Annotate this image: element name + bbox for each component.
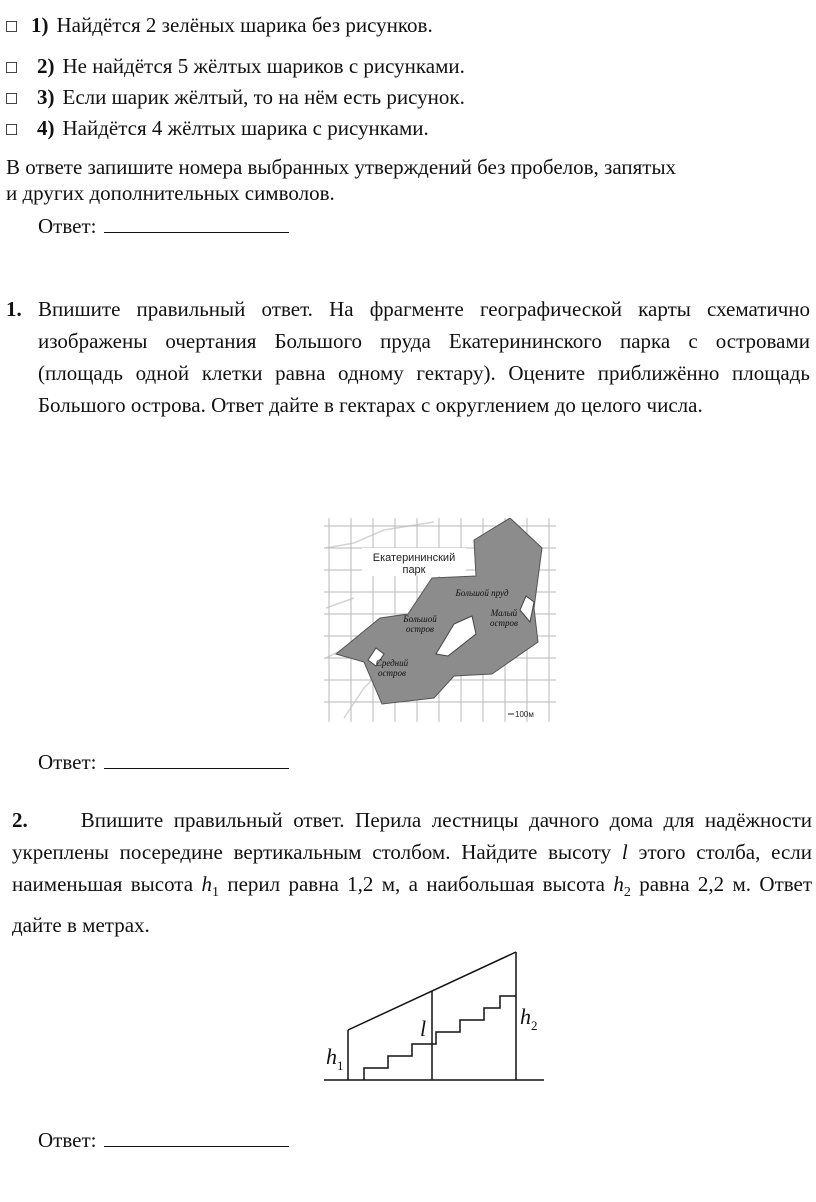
big-island-label-1: Большой bbox=[403, 614, 437, 624]
stairs bbox=[364, 996, 516, 1080]
task-text-2: этого столба, если наименьшая высота bbox=[12, 840, 813, 896]
option-2[interactable] bbox=[6, 54, 465, 78]
answer-row-2 bbox=[38, 1128, 289, 1152]
label-h2: $h_2$ bbox=[520, 1004, 538, 1033]
task-text-4: равна 2,2 м. Ответ дайте в метрах. bbox=[12, 872, 813, 938]
answer-label: Ответ: bbox=[38, 214, 97, 238]
var-l: l bbox=[621, 840, 628, 864]
answer-row-1 bbox=[38, 750, 289, 774]
map-title-line-2: парк bbox=[402, 564, 426, 576]
scale-label: 100м bbox=[515, 710, 534, 719]
option-number: 4) bbox=[37, 116, 55, 140]
checkbox[interactable] bbox=[6, 124, 17, 135]
task-text: Впишите правильный ответ. На фрагменте географической карты схематично изображены очертания Большого пруда Екатерининского парка с островами (площадь одной клетки равна одному гектару). Оцените приближённо площадь Большого острова. Ответ дайте в гектарах с округлением до целого числа. bbox=[38, 297, 810, 417]
task-text-3: перил равна 1,2 м, а наибольшая высота bbox=[227, 872, 605, 896]
label-l: l bbox=[420, 1016, 427, 1041]
answer-label: Ответ: bbox=[38, 750, 97, 774]
middle-island-label-2: остров bbox=[378, 668, 406, 678]
instruction-line-2: и других дополнительных символов. bbox=[6, 181, 335, 205]
checkbox[interactable] bbox=[6, 21, 17, 32]
option-text: Найдётся 2 зелёных шарика без рисунков. bbox=[56, 13, 433, 37]
park-map bbox=[324, 518, 556, 722]
answer-input[interactable] bbox=[104, 214, 289, 233]
answer-row-0 bbox=[38, 214, 289, 238]
answer-input[interactable] bbox=[104, 1128, 289, 1147]
small-island-label-1: Малый bbox=[490, 608, 518, 618]
option-text: Если шарик жёлтый, то на нём есть рисунок. bbox=[62, 85, 465, 109]
option-number: 1) bbox=[31, 13, 49, 37]
checkbox[interactable] bbox=[6, 62, 17, 73]
middle-island-label-1: Средний bbox=[375, 658, 409, 668]
big-island-label-2: остров bbox=[406, 624, 434, 634]
task-1 bbox=[6, 293, 810, 421]
option-3[interactable] bbox=[6, 85, 465, 109]
label-h1: $h_1$ bbox=[326, 1044, 344, 1073]
instruction-line-1: В ответе запишите номера выбранных утверждений без пробелов, запятых bbox=[6, 155, 677, 179]
option-text: Не найдётся 5 жёлтых шариков с рисунками. bbox=[62, 54, 465, 78]
option-text: Найдётся 4 жёлтых шарика с рисунками. bbox=[62, 116, 429, 140]
option-number: 3) bbox=[37, 85, 55, 109]
option-1[interactable] bbox=[6, 13, 433, 37]
railing-figure bbox=[310, 950, 550, 1086]
task-number: 2. bbox=[12, 808, 28, 832]
answer-input[interactable] bbox=[104, 750, 289, 769]
option-number: 2) bbox=[37, 54, 55, 78]
answer-label: Ответ: bbox=[38, 1128, 97, 1152]
checkbox[interactable] bbox=[6, 93, 17, 104]
small-island-label-2: остров bbox=[490, 618, 518, 628]
task-number: 1. bbox=[6, 297, 22, 321]
pond-label: Большой пруд bbox=[455, 588, 509, 598]
map-title-line-1: Екатерининский bbox=[372, 552, 456, 564]
var-h1: $h_1$ bbox=[201, 872, 219, 901]
var-h2: $h_2$ bbox=[613, 872, 631, 901]
task-text-1: Впишите правильный ответ. Перила лестницы дачного дома для надёжности укреплены посередине вертикальным столбом. Найдите высоту bbox=[12, 808, 813, 864]
option-4[interactable] bbox=[6, 116, 429, 140]
task-2 bbox=[12, 804, 812, 941]
